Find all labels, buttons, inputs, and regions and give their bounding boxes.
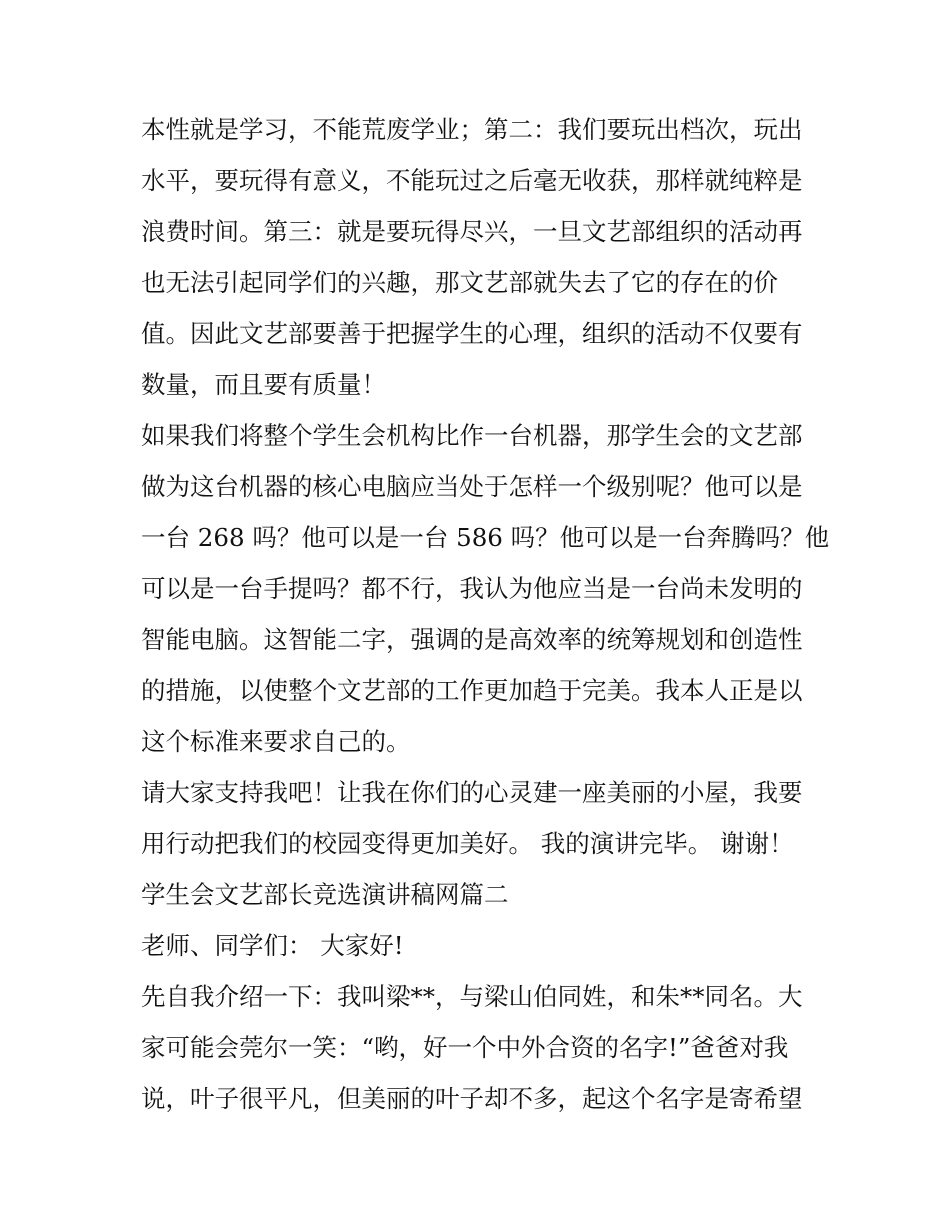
text-line: 用行动把我们的校园变得更加美好。 我的演讲完毕。 谢谢！ bbox=[141, 829, 794, 858]
text-line: 请大家支持我吧！让我在你们的心灵建一座美丽的小屋，我要 bbox=[141, 778, 803, 807]
text-line: 家可能会莞尔一笑：“哟，好一个中外合资的名字!”爸爸对我 bbox=[141, 1033, 789, 1062]
text-line: 如果我们将整个学生会机构比作一台机器，那学生会的文艺部 bbox=[141, 421, 803, 450]
text-line: 先自我介绍一下：我叫梁**，与梁山伯同姓，和朱**同名。大 bbox=[141, 982, 803, 1011]
section-heading: 学生会文艺部长竞选演讲稿网篇二 bbox=[141, 880, 509, 909]
text-line: 浪费时间。第三：就是要玩得尽兴，一旦文艺部组织的活动再 bbox=[141, 217, 803, 246]
text-line: 数量，而且要有质量！ bbox=[141, 370, 386, 399]
greeting-line: 老师、同学们： 大家好! bbox=[141, 931, 404, 960]
text-line: 本性就是学习，不能荒废学业；第二：我们要玩出档次，玩出 bbox=[141, 115, 803, 144]
text-line: 这个标准来要求自己的。 bbox=[141, 727, 411, 756]
text-line: 一台 268 吗？他可以是一台 586 吗？他可以是一台奔腾吗？他 bbox=[141, 523, 830, 552]
text-line: 水平，要玩得有意义，不能玩过之后毫无收获，那样就纯粹是 bbox=[141, 166, 803, 195]
text-line: 也无法引起同学们的兴趣，那文艺部就失去了它的存在的价 bbox=[141, 268, 778, 297]
text-line: 智能电脑。这智能二字，强调的是高效率的统筹规划和创造性 bbox=[141, 625, 803, 654]
text-line: 的措施，以使整个文艺部的工作更加趋于完美。我本人正是以 bbox=[141, 676, 803, 705]
text-line: 值。因此文艺部要善于把握学生的心理，组织的活动不仅要有 bbox=[141, 319, 803, 348]
text-line: 做为这台机器的核心电脑应当处于怎样一个级别呢？他可以是 bbox=[141, 472, 803, 501]
text-line: 说，叶子很平凡，但美丽的叶子却不多，起这个名字是寄希望 bbox=[141, 1084, 803, 1113]
document-body bbox=[141, 104, 830, 1124]
text-line: 可以是一台手提吗？都不行，我认为他应当是一台尚未发明的 bbox=[141, 574, 803, 603]
